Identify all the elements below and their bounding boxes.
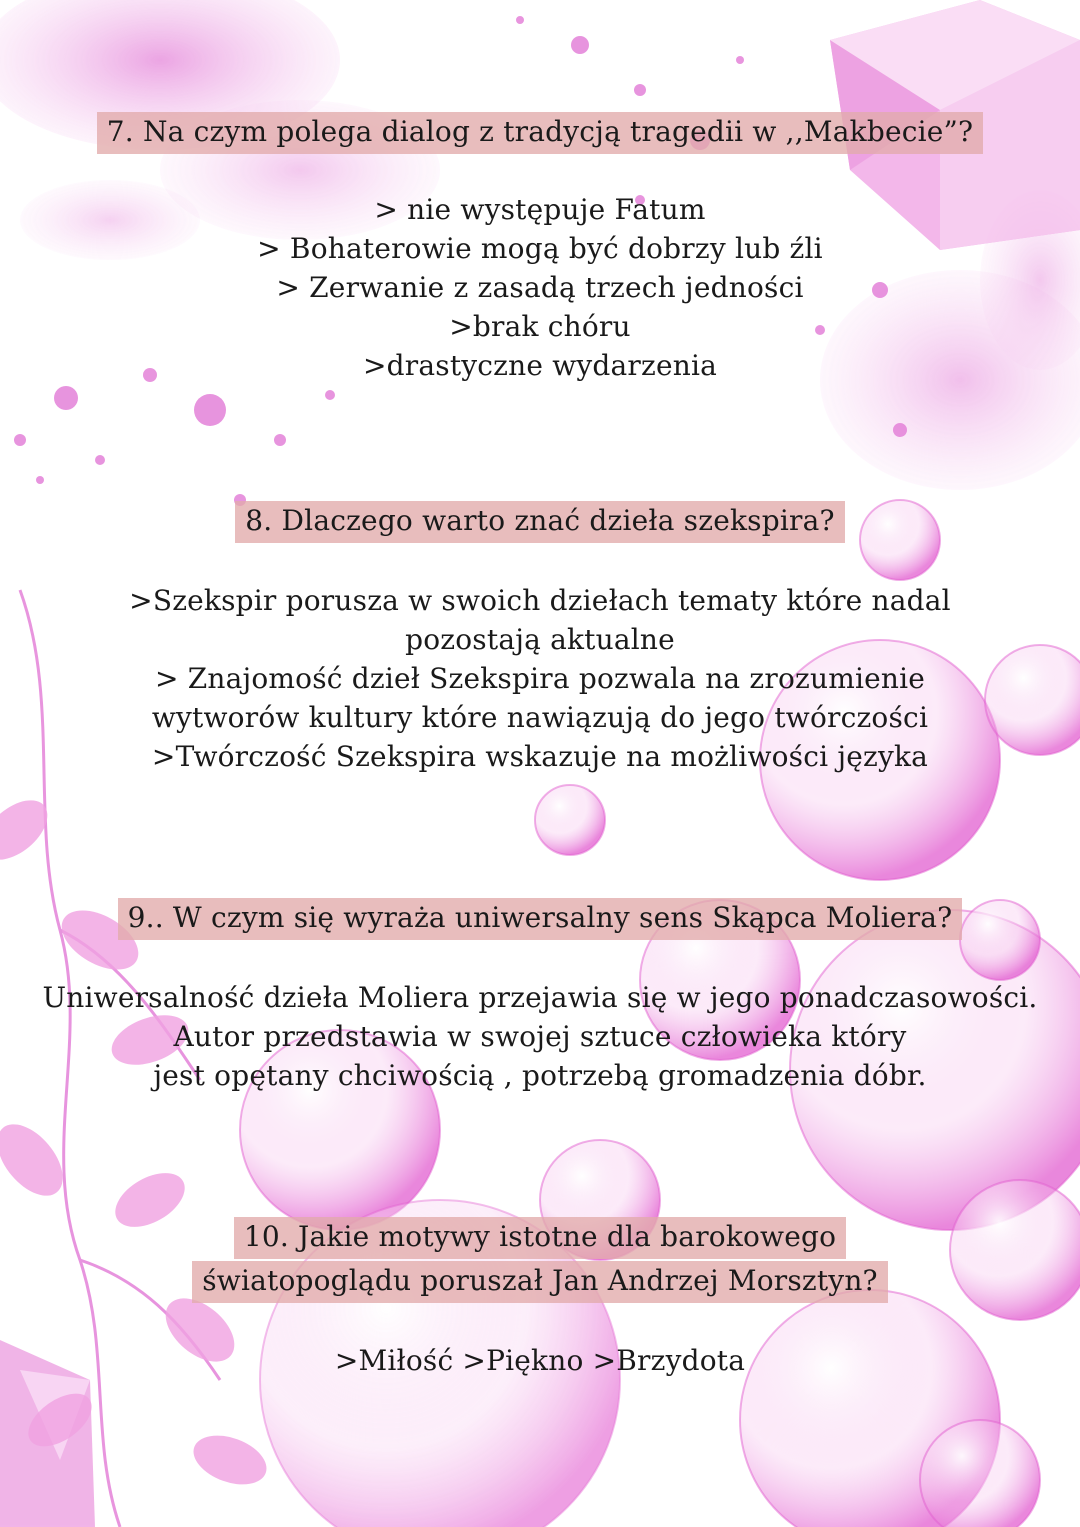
question-10-title-line-1: 10. Jakie motywy istotne dla barokowego	[234, 1217, 846, 1259]
question-7-answer	[0, 190, 1080, 385]
answer-line: >brak chóru	[449, 310, 631, 343]
answer-line: > Znajomość dzieł Szekspira pozwala na zrozumienie	[154, 662, 926, 695]
question-10-answer	[0, 1341, 1080, 1380]
question-8	[0, 501, 1080, 776]
answer-line: >Szekspir porusza w swoich dziełach tematy które nadal	[129, 584, 951, 617]
answer-line: >drastyczne wydarzenia	[362, 349, 718, 382]
answer-line: Uniwersalność dzieła Moliera przejawia się w jego ponadczasowości.	[42, 981, 1038, 1014]
answer-line: pozostają aktualne	[405, 623, 675, 656]
answer-line: Autor przedstawia w swojej sztuce człowieka który	[173, 1020, 907, 1053]
question-10-title-line-2: światopoglądu poruszał Jan Andrzej Morsztyn?	[192, 1261, 888, 1303]
question-8-answer	[0, 581, 1080, 776]
question-8-title: 8. Dlaczego warto znać dzieła szekspira?	[235, 501, 844, 543]
question-10	[0, 1217, 1080, 1380]
answer-line: > Zerwanie z zasadą trzech jedności	[276, 271, 804, 304]
answer-line: > Bohaterowie mogą być dobrzy lub źli	[257, 232, 823, 265]
question-7	[0, 112, 1080, 385]
answer-line: >Miłość >Piękno >Brzydota	[334, 1344, 746, 1377]
question-7-title: 7. Na czym polega dialog z tradycją tragedii w ,,Makbecie”?	[97, 112, 984, 154]
question-9-title: 9.. W czym się wyraża uniwersalny sens Skąpca Moliera?	[118, 898, 963, 940]
question-9-answer	[0, 978, 1080, 1095]
answer-line: > nie występuje Fatum	[374, 193, 706, 226]
answer-line: >Twórczość Szekspira wskazuje na możliwości języka	[151, 740, 929, 773]
question-9	[0, 898, 1080, 1095]
answer-line: wytworów kultury które nawiązują do jego twórczości	[151, 701, 929, 734]
answer-line: jest opętany chciwością , potrzebą gromadzenia dóbr.	[153, 1059, 927, 1092]
